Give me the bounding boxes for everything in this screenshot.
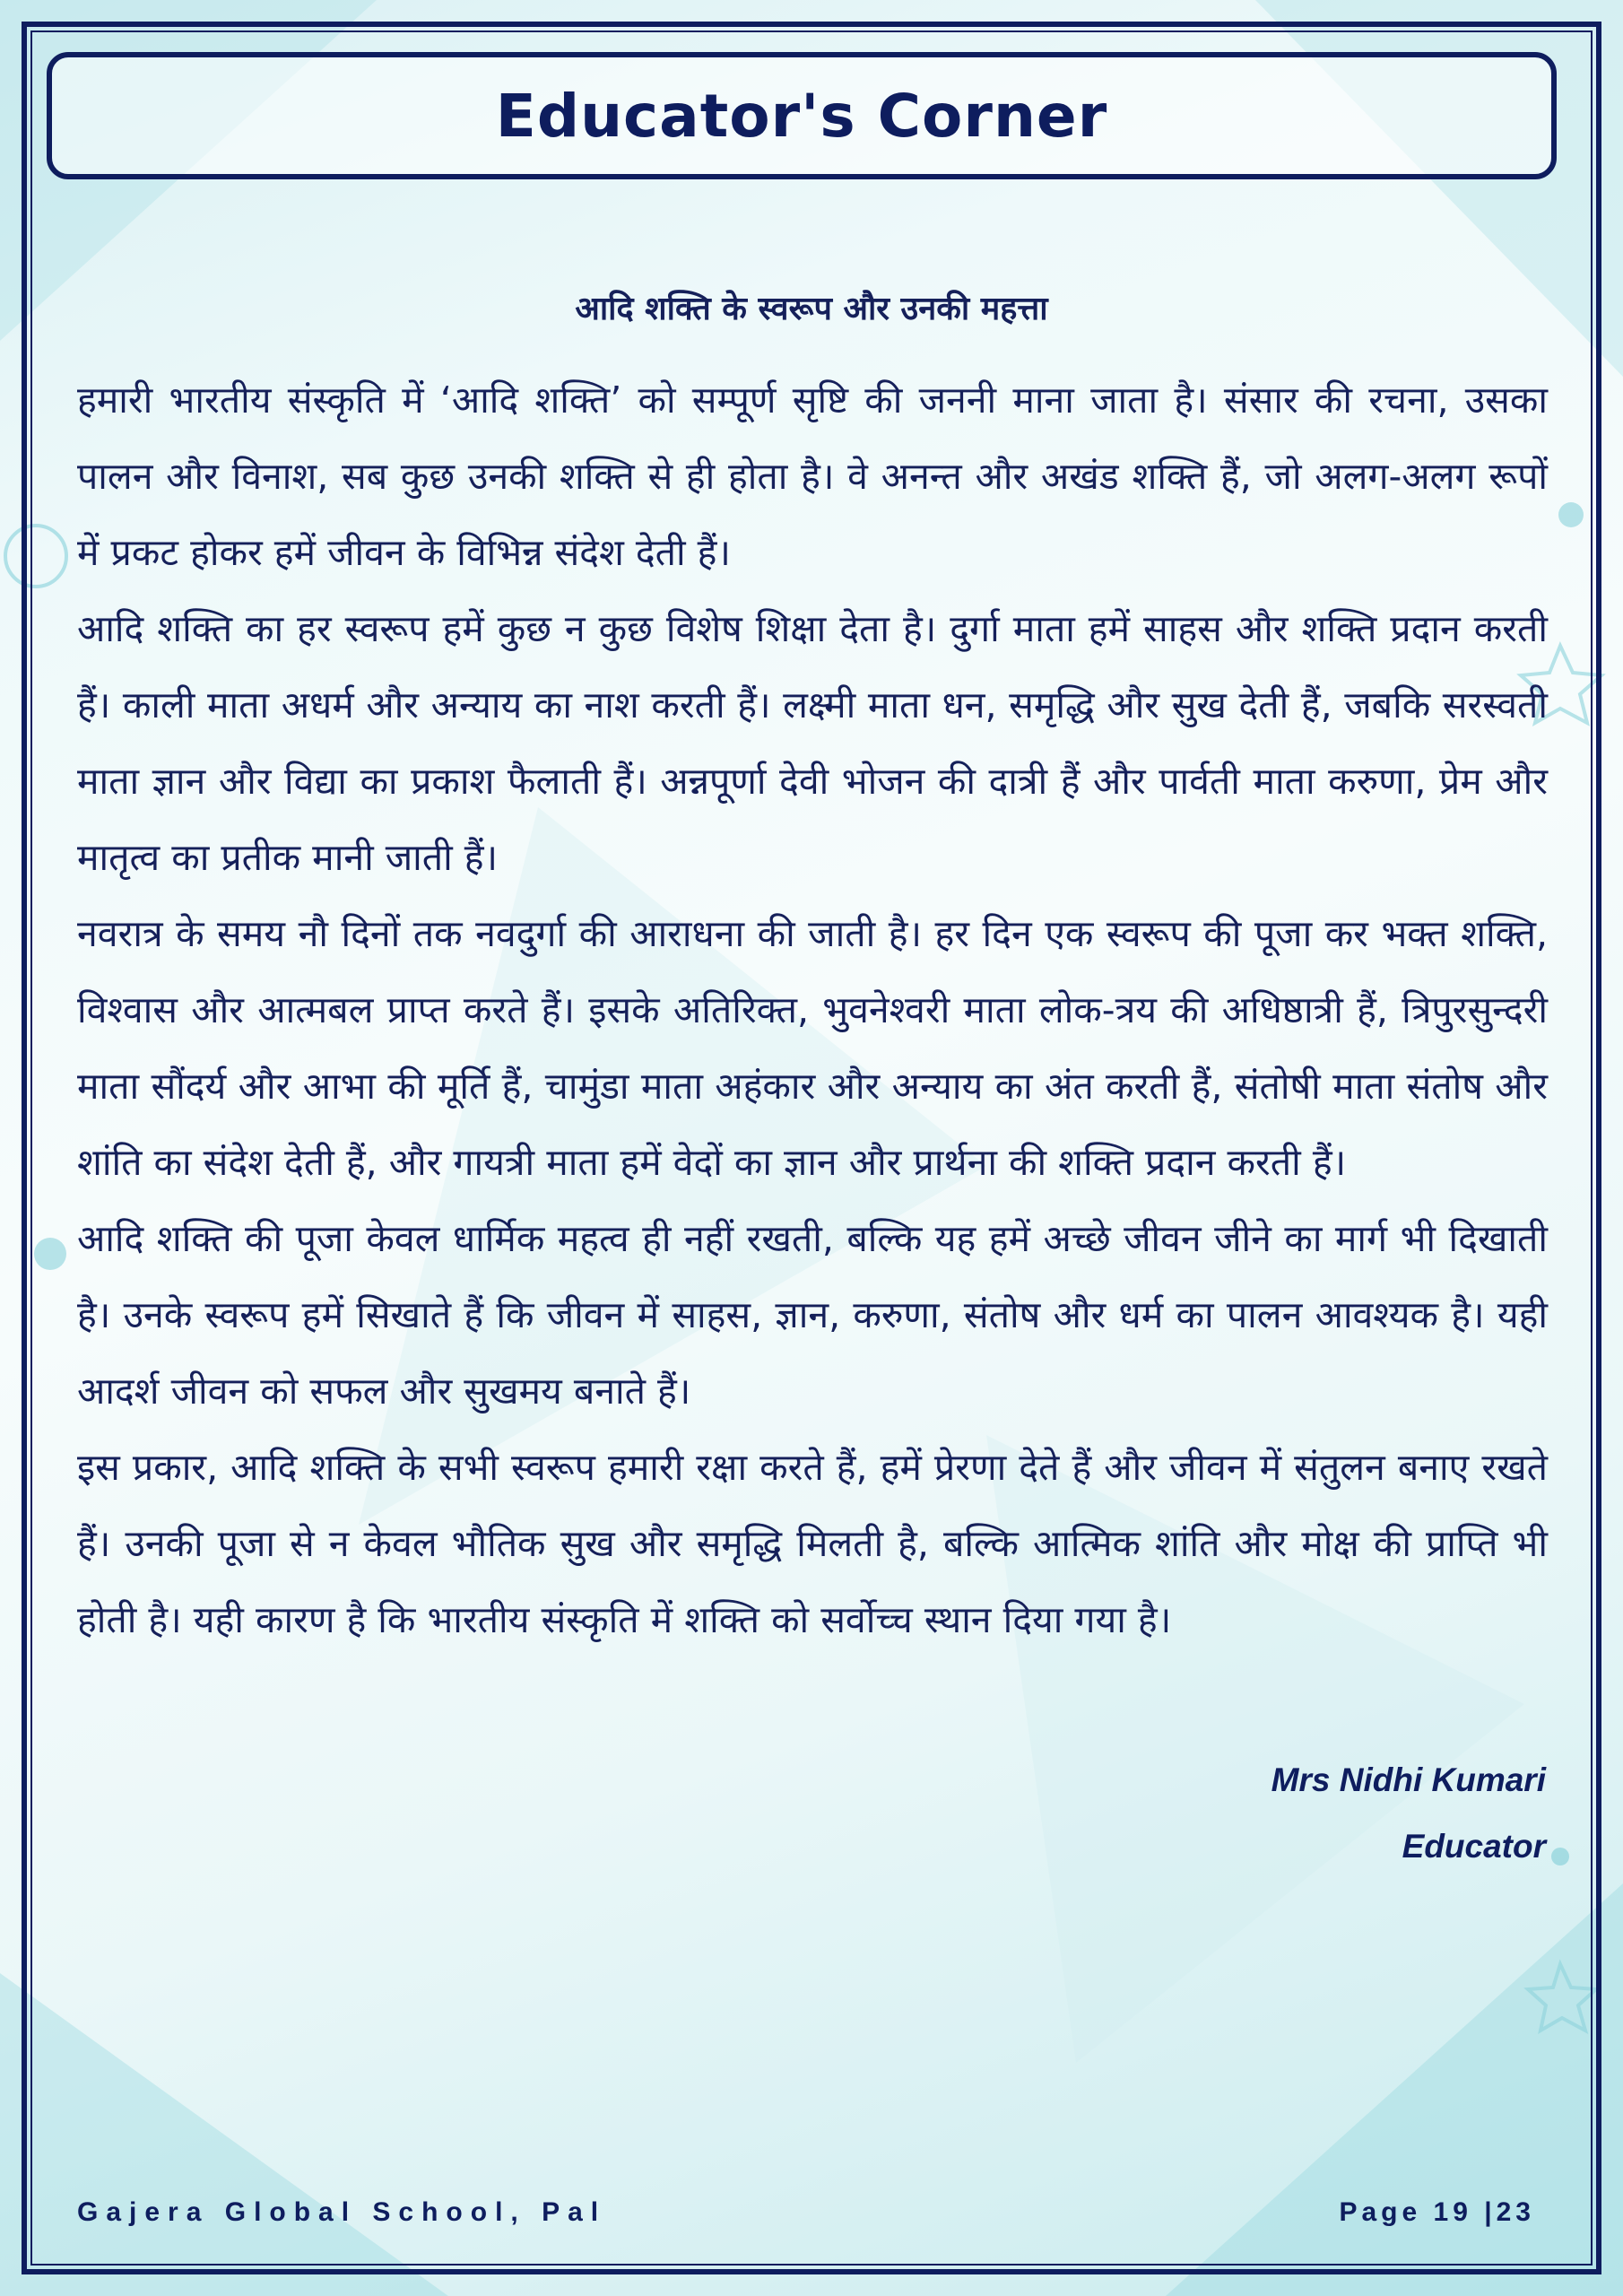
article-paragraph: इस प्रकार, आदि शक्ति के सभी स्वरूप हमारी रक्षा करते हैं, हमें प्रेरणा देते हैं और जीवन में संतुलन बनाए रखते हैं। उनकी पूजा से न केवल भौतिक सुख और समृद्धि मिलती है, बल्कि आत्मिक शांति और मोक्ष की प्राप्ति भी होती है। यही कारण है कि भारतीय संस्कृति में शक्ति को सर्वोच्च स्थान दिया गया है।	[77, 1446, 1548, 1641]
author-signature	[1271, 1747, 1546, 1880]
author-role: Educator	[1402, 1828, 1546, 1865]
article-paragraph: आदि शक्ति की पूजा केवल धार्मिक महत्व ही नहीं रखती, बल्कि यह हमें अच्छे जीवन जीने का मार्ग भी दिखाती है। उनके स्वरूप हमें सिखाते हैं कि जीवन में साहस, ज्ञान, करुणा, संतोष और धर्म का पालन आवश्यक है। यही आदर्श जीवन को सफल और सुखमय बनाते हैं।	[77, 1217, 1548, 1413]
article-paragraph: आदि शक्ति का हर स्वरूप हमें कुछ न कुछ विशेष शिक्षा देता है। दुर्गा माता हमें साहस और शक्ति प्रदान करती हैं। काली माता अधर्म और अन्याय का नाश करती हैं। लक्ष्मी माता धन, समृद्धि और सुख देती हैं, जबकि सरस्वती माता ज्ञान और विद्या का प्रकाश फैलाती हैं। अन्नपूर्णा देवी भोजन की दात्री हैं और पार्वती माता करुणा, प्रेम और मातृत्व का प्रतीक मानी जाती हैं।	[77, 607, 1548, 879]
title-banner	[47, 52, 1557, 179]
page-title: Educator's Corner	[495, 81, 1108, 151]
article-paragraph: नवरात्र के समय नौ दिनों तक नवदुर्गा की आराधना की जाती है। हर दिन एक स्वरूप की पूजा कर भक्त शक्ति, विश्वास और आत्मबल प्राप्त करते हैं। इसके अतिरिक्त, भुवनेश्वरी माता लोक-त्रय की अधिष्ठात्री हैं, त्रिपुरसुन्दरी माता सौंदर्य और आभा की मूर्ति हैं, चामुंडा माता अहंकार और अन्याय का अंत करती हैं, संतोषी माता संतोष और शांति का संदेश देती हैं, और गायत्री माता हमें वेदों का ज्ञान और प्रार्थना की शक्ति प्रदान करती हैं।	[77, 912, 1548, 1184]
article-heading: आदि शक्ति के स्वरूप और उनकी महत्ता	[575, 291, 1048, 327]
footer-page-number: Page 19 |23	[1339, 2197, 1535, 2227]
author-name: Mrs Nidhi Kumari	[1271, 1761, 1546, 1798]
article-body	[77, 362, 1548, 1658]
footer-school-name: Gajera Global School, Pal	[77, 2197, 607, 2227]
article-paragraph: हमारी भारतीय संस्कृति में ‘आदि शक्ति’ को सम्पूर्ण सृष्टि की जननी माना जाता है। संसार की रचना, उसका पालन और विनाश, सब कुछ उनकी शक्ति से ही होता है। वे अनन्त और अखंड शक्ति हैं, जो अलग-अलग रूपों में प्रकट होकर हमें जीवन के विभिन्न संदेश देती हैं।	[77, 378, 1548, 574]
